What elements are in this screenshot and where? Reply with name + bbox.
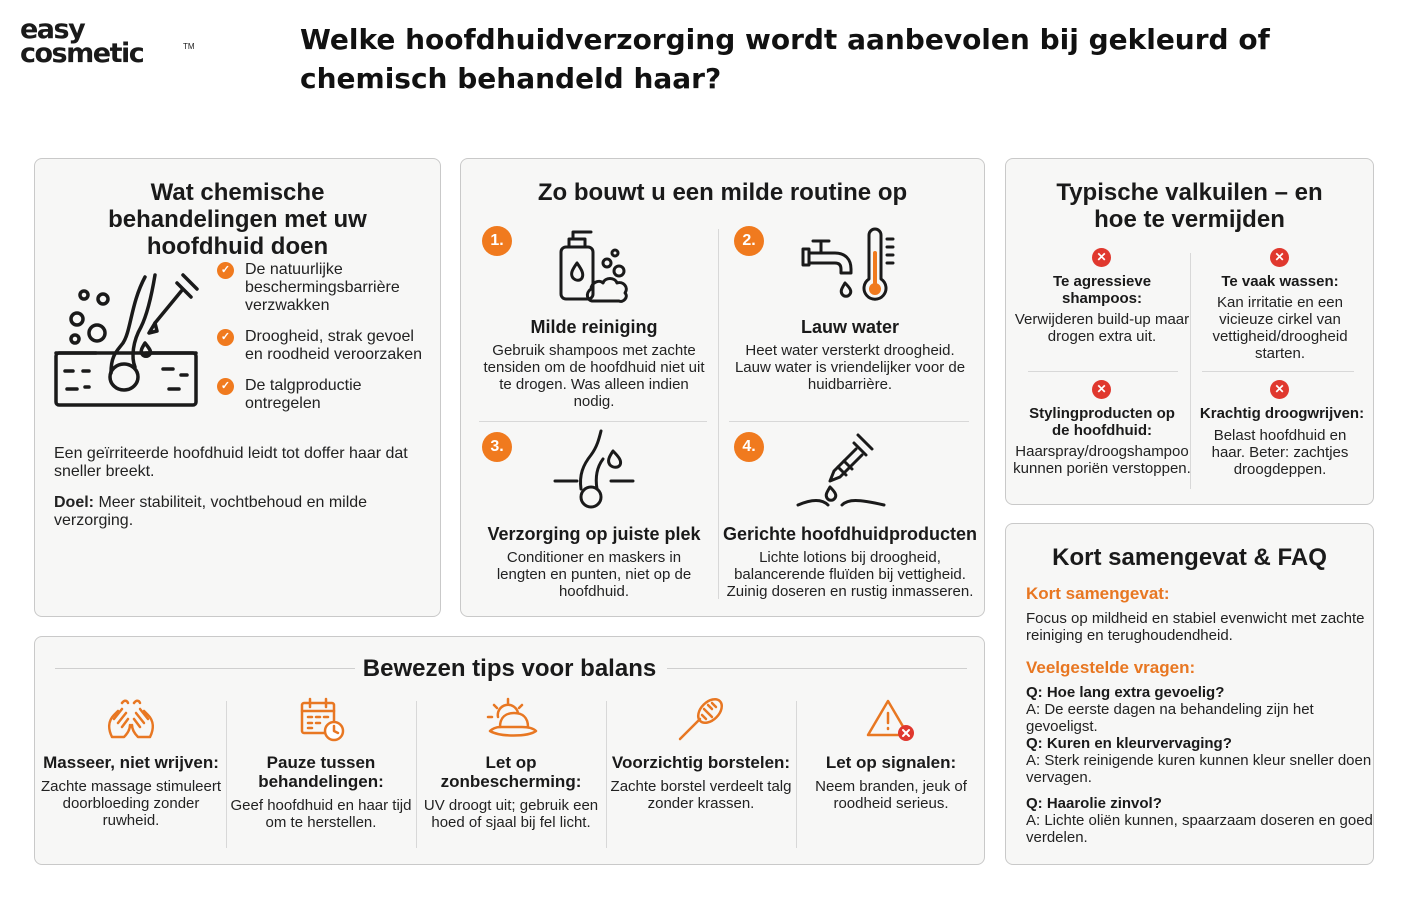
tip-item (417, 697, 605, 831)
effect-text: De talgproductie ontregelen (245, 377, 362, 412)
faucet-thermometer-icon (799, 227, 899, 307)
tip-text: Neem branden, jeuk of roodheid serieus. (815, 778, 967, 812)
faq-question: Q: Haarolie zinvol? (1026, 795, 1162, 812)
divider (718, 229, 719, 599)
step-title: Lauw water (800, 317, 900, 337)
logo-line-2: cosmetic (20, 38, 144, 69)
faq-answer: A: De eerste dagen na behandeling zijn het gevoeligst. (1026, 701, 1314, 735)
tip-text: Geef hoofdhuid en haar tijd om te herstellen. (230, 797, 412, 831)
error-icon: ✕ (1270, 248, 1289, 267)
step-number: 2. (734, 226, 764, 256)
brand-logo[interactable] (20, 14, 195, 69)
divider (1028, 371, 1178, 372)
warning-icon (864, 697, 918, 743)
divider (1202, 371, 1354, 372)
scalp-follicle-icon (51, 263, 211, 413)
routine-title: Zo bouwt u een milde routine op (537, 179, 908, 206)
sun-hat-icon (484, 697, 538, 743)
massage-hands-icon (104, 697, 158, 743)
tips-title: Bewezen tips voor balans (362, 655, 657, 682)
step-text: Lichte lotions bij droogheid, balancerende fluïden bij vettigheid. Zuinig doseren en rustig inmasseren. (726, 549, 974, 600)
hair-follicle-icon (551, 429, 637, 513)
check-icon: ✓ (217, 378, 234, 395)
faq-heading: Veelgestelde vragen: (1026, 658, 1196, 677)
tip-title: Let op zonbescherming: (440, 753, 582, 791)
error-icon: ✕ (1270, 380, 1289, 399)
pitfall-title: Stylingproducten op de hoofdhuid: (1029, 405, 1175, 439)
step-number: 3. (482, 432, 512, 462)
tip-title: Let op signalen: (825, 753, 957, 772)
tip-title: Voorzichtig borstelen: (611, 753, 791, 772)
step-number: 1. (482, 226, 512, 256)
effect-text: Droogheid, strak gevoel en roodheid veroorzaken (245, 328, 423, 363)
step-text: Heet water versterkt droogheid. Lauw water is vriendelijker voor de huidbarrière. (734, 342, 966, 393)
goal-text: Meer stabiliteit, vochtbehoud en milde verzorging. (54, 494, 368, 529)
summary-text: Focus op mildheid en stabiel evenwicht met zachte reiniging en terughoudendheid. (1026, 610, 1365, 644)
effects-consequence: Een geïrriteerde hoofdhuid leidt tot doffer haar dat sneller breekt. (54, 445, 408, 480)
logo-line-1: easy (20, 14, 85, 45)
brush-icon (674, 697, 728, 743)
effects-panel (34, 158, 441, 617)
effect-text: De natuurlijke beschermingsbarrière verzwakken (245, 261, 400, 314)
pitfalls-panel (1005, 158, 1374, 505)
tip-item (607, 697, 795, 812)
tip-title: Masseer, niet wrijven: (43, 753, 219, 772)
tip-item (797, 697, 985, 812)
step-text: Conditioner en maskers in lengten en punten, niet op de hoofdhuid. (496, 549, 692, 600)
check-icon: ✓ (217, 262, 234, 279)
summary-faq-panel (1005, 523, 1374, 865)
tip-item (37, 697, 225, 829)
faq-answer: A: Lichte oliën kunnen, spaarzaam doseren en goed verdelen. (1026, 812, 1373, 846)
step-number: 4. (734, 432, 764, 462)
check-icon: ✓ (217, 329, 234, 346)
dropper-icon (796, 429, 888, 513)
pitfall-text: Verwijderen build-up maar drogen extra uit. (1014, 311, 1190, 345)
error-icon: ✕ (1092, 248, 1111, 267)
effects-goal (54, 494, 424, 530)
faq-question: Q: Kuren en kleurvervaging? (1026, 735, 1232, 752)
faq-question: Q: Hoe lang extra gevoelig? (1026, 684, 1225, 701)
pitfalls-title: Typische valkuilen – en hoe te vermijden (1056, 179, 1323, 233)
pitfall-text: Kan irritatie en een vicieuze cirkel van vettigheid/droogheid starten. (1212, 294, 1348, 362)
soap-bottle-icon (555, 225, 633, 305)
logo-trademark: TM (183, 42, 195, 51)
calendar-clock-icon (294, 697, 348, 743)
effects-title: Wat chemische behandelingen met uw hoofdhuid doen (108, 179, 367, 260)
divider (479, 421, 707, 422)
tip-item (227, 697, 415, 831)
faq-answer: A: Sterk reinigende kuren kunnen kleur sneller doen vervagen. (1026, 752, 1372, 786)
step-title: Gerichte hoofdhuidproducten (723, 524, 977, 544)
effect-item (217, 377, 432, 413)
summary-title: Kort samengevat & FAQ (1052, 544, 1327, 571)
summary-heading: Kort samengevat: (1026, 584, 1170, 603)
pitfall-title: Krachtig droogwrijven: (1199, 405, 1365, 422)
effect-item (217, 328, 432, 364)
page-title: Welke hoofdhuidverzorging wordt aanbevolen bij gekleurd of chemisch behandeld haar? (300, 23, 1270, 95)
error-icon: ✕ (1092, 380, 1111, 399)
goal-label: Doel: (54, 494, 94, 511)
pitfall-title: Te agressieve shampoos: (1052, 273, 1152, 307)
step-title: Verzorging op juiste plek (487, 524, 701, 544)
effect-item (217, 261, 432, 315)
step-title: Milde reiniging (530, 317, 658, 337)
tip-title: Pauze tussen behandelingen: (258, 753, 384, 791)
tip-text: Zachte borstel verdeelt talg zonder krassen. (610, 778, 792, 812)
pitfall-title: Te vaak wassen: (1221, 273, 1339, 290)
divider (729, 421, 969, 422)
tip-text: Zachte massage stimuleert doorbloeding zonder ruwheid. (40, 778, 222, 829)
tips-panel (34, 636, 985, 865)
pitfall-text: Belast hoofdhuid en haar. Beter: zachtjes droogdeppen. (1211, 427, 1349, 478)
pitfall-text: Haarspray/droogshampoo kunnen poriën verstoppen. (1013, 443, 1191, 477)
tip-text: UV droogt uit; gebruik een hoed of sjaal bij fel licht. (423, 797, 599, 831)
step-text: Gebruik shampoos met zachte tensiden om de hoofdhuid niet uit te drogen. Was alleen indien nodig. (483, 342, 705, 410)
routine-panel (460, 158, 985, 617)
